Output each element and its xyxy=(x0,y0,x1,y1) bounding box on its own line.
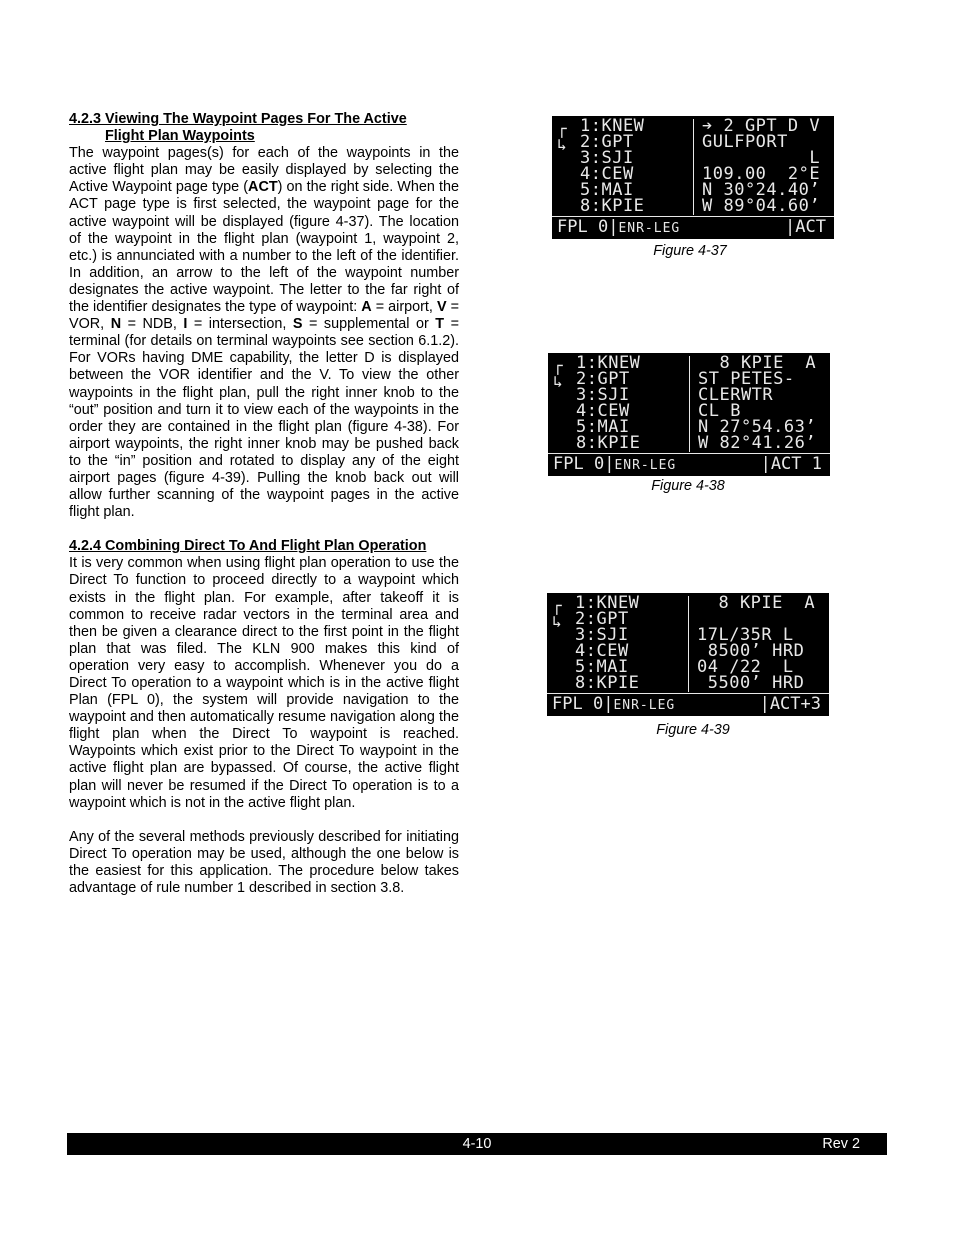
page-line: ➔ 2 GPT D V xyxy=(702,116,821,136)
page-number: 4-10 xyxy=(462,1136,492,1152)
waypoint-line: 2:GPT xyxy=(580,132,634,152)
waypoint-line: 2:GPT xyxy=(575,609,629,629)
revision-label: Rev 2 xyxy=(822,1136,860,1152)
page-line: GULFPORT xyxy=(702,132,788,152)
heading-line-2: Flight Plan Waypoints xyxy=(105,128,255,145)
page-line: 8500’ HRD xyxy=(697,641,805,661)
waypoint-line: 1:KNEW xyxy=(576,353,641,373)
waypoint-line: 4:CEW xyxy=(580,164,634,184)
page-line: CL B xyxy=(698,401,741,421)
page-line: 17L/35R L xyxy=(697,625,794,645)
waypoint-line: 5:MAI xyxy=(575,657,629,677)
waypoint-line: 3:SJI xyxy=(576,385,630,405)
figure-caption: Figure 4-37 xyxy=(653,243,727,259)
page-line: 8 KPIE A xyxy=(697,593,816,613)
page-line: W 89°04.60’ xyxy=(702,196,821,216)
bracket-icon: ┌ xyxy=(552,596,562,615)
active-arrow-icon: ↳ xyxy=(552,612,562,631)
waypoint-line: 8:KPIE xyxy=(576,433,641,453)
page-line: 109.00 2°E xyxy=(702,164,821,184)
left-column xyxy=(69,111,459,897)
page-type-label: ACT 1 xyxy=(770,454,822,474)
page-type-label: ACT+3 xyxy=(769,694,821,714)
figure-4-38-display: ┌ ↳ 1:KNEW 8 KPIE A 2:GPT ST PETES- 3:SJI CLERWTR 4:CEW CL B 5:MAI N 27°54.63’ 8:KPIE W 82°41.26’ FPL 0|ENR-LEG |ACT 1 xyxy=(548,353,830,476)
waypoint-line: 1:KNEW xyxy=(575,593,640,613)
bracket-icon: ┌ xyxy=(557,119,567,138)
section-heading-4-2-3 xyxy=(69,111,459,145)
waypoint-line: 2:GPT xyxy=(576,369,630,389)
page-line: ST PETES- xyxy=(698,369,795,389)
paragraph-4-2-4-a: It is very common when using flight plan operation to use the Direct To function to proceed directly to a waypoint which exists in the flight plan. For example, after takeoff it is common to receive radar vectors in the terminal area and then be given a clearance direct to the first point in the flight plan that was filed. The KLN 900 makes this kind of operation very easy to accomplish. Whenever you do a Direct To operation to a waypoint which is in the active flight Plan (FPL 0), the system will provide navigation to the waypoint and then automatically resume navigation along the flight plan when the Direct To waypoint is reached. Waypoints which exist prior to the Direct To waypoint in the active flight plan are bypassed. Of course, the active flight plan will never be resumed if the Direct To operation is to a waypoint which is not in the active flight plan. xyxy=(69,555,459,811)
page-footer xyxy=(67,1133,887,1155)
waypoint-line: 5:MAI xyxy=(580,180,634,200)
page-line: N 27°54.63’ xyxy=(698,417,817,437)
mode-label: ENR-LEG xyxy=(618,221,681,236)
fpl-label: FPL 0 xyxy=(552,694,604,714)
figure-4-37-display: ┌ ↳ 1:KNEW ➔ 2 GPT D V 2:GPT GULFPORT 3:SJI L 4:CEW 109.00 2°E 5:MAI N 30°24.40’ 8:KPIE W 89°04.60’ FPL 0|ENR-LEG |ACT xyxy=(552,116,834,239)
page-line: W 82°41.26’ xyxy=(698,433,817,453)
page-line: 8 KPIE A xyxy=(698,353,817,373)
active-arrow-icon: ↳ xyxy=(553,372,563,391)
paragraph-4-2-4-b: Any of the several methods previously described for initiating Direct To operation may be used, although the one below is the easiest for this application. The procedure below takes advantage of rule number 1 described in section 3.8. xyxy=(69,828,459,897)
waypoint-line: 3:SJI xyxy=(580,148,634,168)
waypoint-line: 8:KPIE xyxy=(580,196,645,216)
figure-caption: Figure 4-39 xyxy=(656,722,730,738)
page-type-label: ACT xyxy=(795,217,826,237)
mode-label: ENR-LEG xyxy=(614,458,677,473)
waypoint-line: 1:KNEW xyxy=(580,116,645,136)
section-heading-4-2-4: 4.2.4 Combining Direct To And Flight Plan Operation xyxy=(69,538,427,555)
waypoint-line: 8:KPIE xyxy=(575,673,640,693)
mode-label: ENR-LEG xyxy=(613,698,676,713)
page-line: N 30°24.40’ xyxy=(702,180,821,200)
bracket-icon: ┌ xyxy=(553,356,563,375)
fpl-label: FPL 0 xyxy=(557,217,609,237)
page-line: L xyxy=(702,148,821,168)
heading-line-1: 4.2.3 Viewing The Waypoint Pages For The Active xyxy=(69,111,407,127)
paragraph-4-2-3: The waypoint pages(s) for each of the waypoints in the active flight plan may be easily displayed by selecting the Active Waypoint page type (ACT) on the right side. When the ACT page type is first selected, the waypoint page for the active waypoint will be displayed (figure 4-37). The location of the waypoint in the flight plan (waypoint 1, waypoint 2, etc.) is annunciated with a number to the left of the identifier. In addition, an arrow to the left of the waypoint number designates the active waypoint. The letter to the far right of the identifier designates the type of waypoint: A = airport, V = VOR, N = NDB, I = intersection, S = supplemental or T = terminal (for details on terminal waypoints see section 6.1.2). For VORs having DME capability, the letter D is displayed between the VOR identifier and the V. To view the other waypoints in the flight plan, pull the right inner knob to the “out” position and turn it to view each of the waypoints in the order they are contained in the flight plan (figure 4-38). For airport waypoints, the right inner knob may be pushed back to the “in” position and rotated to display any of the eight airport pages (figure 4-39). Pulling the knob back out will allow further scanning of the waypoint pages in the active flight plan. xyxy=(69,145,460,521)
waypoint-line: 4:CEW xyxy=(576,401,630,421)
waypoint-line: 3:SJI xyxy=(575,625,629,645)
active-arrow-icon: ↳ xyxy=(557,135,567,154)
page-line: CLERWTR xyxy=(698,385,774,405)
page-line: 5500’ HRD xyxy=(697,673,805,693)
fpl-label: FPL 0 xyxy=(553,454,605,474)
figure-caption: Figure 4-38 xyxy=(651,478,725,494)
figure-4-39-display: ┌ ↳ 1:KNEW 8 KPIE A 2:GPT 3:SJI 17L/35R L 4:CEW 8500’ HRD 5:MAI 04 /22 L 8:KPIE 5500’ HRD FPL 0|ENR-LEG |ACT+3 xyxy=(547,593,829,716)
waypoint-line: 4:CEW xyxy=(575,641,629,661)
page-line: 04 /22 L xyxy=(697,657,794,677)
waypoint-line: 5:MAI xyxy=(576,417,630,437)
